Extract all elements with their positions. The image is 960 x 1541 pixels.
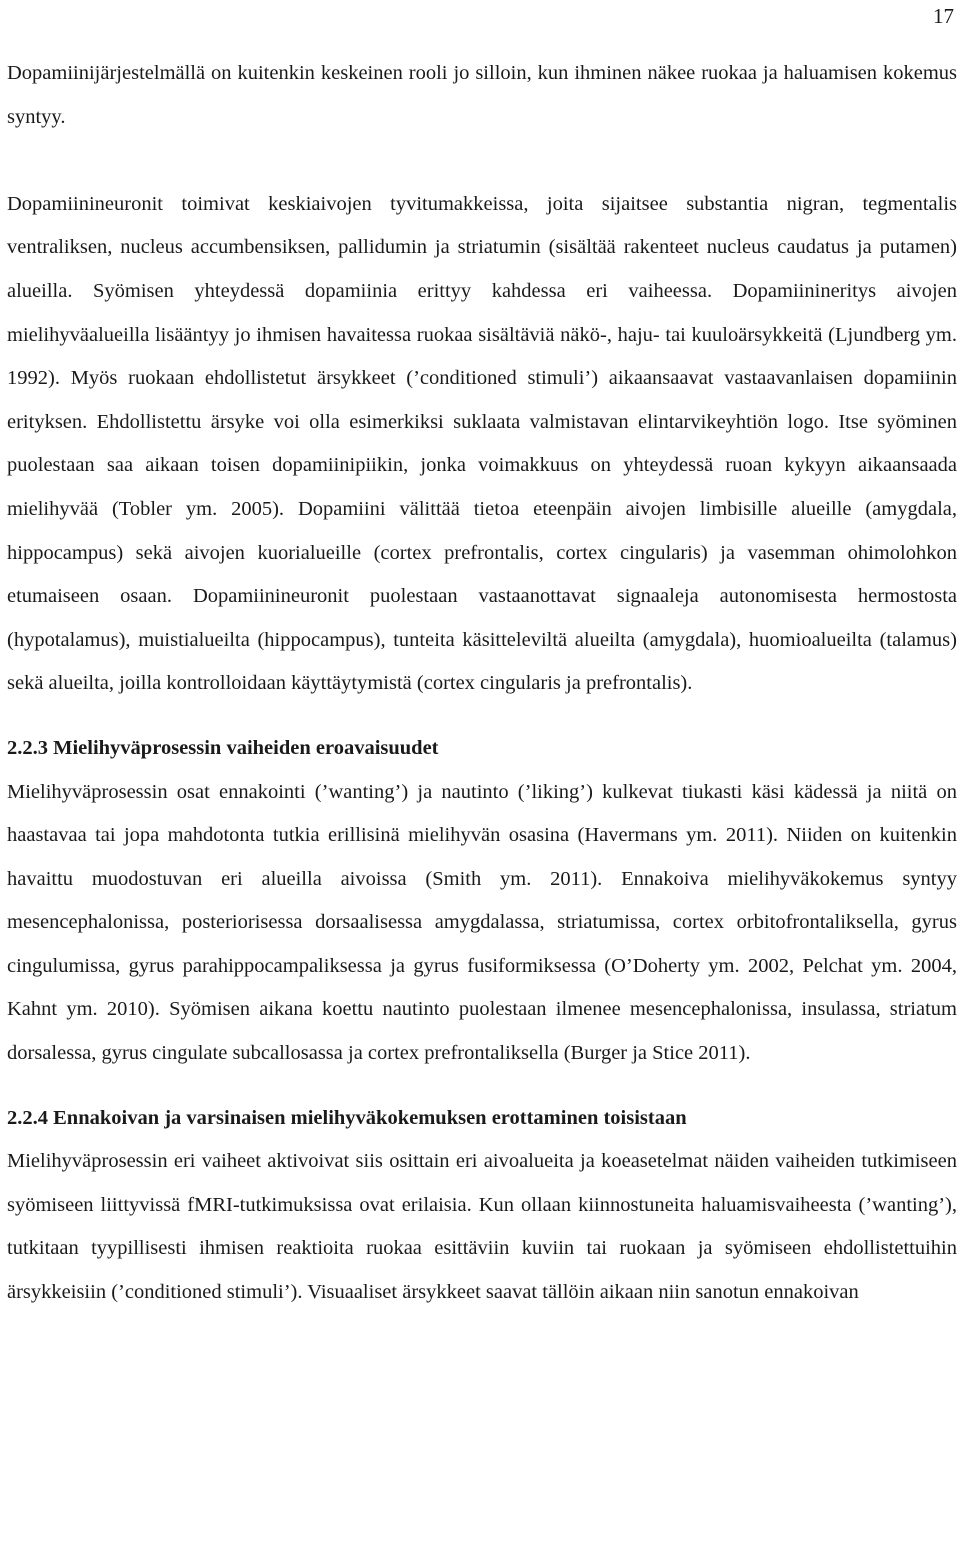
page-number: 17: [933, 4, 954, 28]
section-heading-2-2-3: 2.2.3 Mielihyväprosessin vaiheiden eroavaisuudet: [7, 736, 439, 759]
paragraph-dopamine-neurons: Dopamiinineuronit toimivat keskiaivojen tyvitumakkeissa, joita sijaitsee substantia nigran, tegmentalis ventraliksen, nucleus accumbensiksen, pallidumin ja striatumin (sisältää rakenteet nucleus caudatus ja putamen) alueilla. Syömisen yhteydessä dopamiinia erittyy kahdessa eri vaiheessa. Dopamiinineritys aivojen mielihyväalueilla lisääntyy jo ihmisen havaitessa ruokaa sisältäviä näkö-, haju- tai kuuloärsykkeitä (Ljundberg ym. 1992). Myös ruokaan ehdollistetut ärsykkeet (’conditioned stimuli’) aikaansaavat vastaavanlaisen dopamiinin erityksen. Ehdollistettu ärsyke voi olla esimerkiksi suklaata valmistavan elintarvikeyhtiön logo. Itse syöminen puolestaan saa aikaan toisen dopamiinipiikin, jonka voimakkuus on yhteydessä ruoan kykyyn aikaansaada mielihyvää (Tobler ym. 2005). Dopamiini välittää tietoa eteenpäin aivojen limbisille alueille (amygdala, hippocampus) sekä aivojen kuorialueille (cortex prefrontalis, cortex cingularis) ja vasemman ohimolohkon etumaiseen osaan. Dopamiinineuronit puolestaan vastaanottavat signaaleja autonomisesta hermostosta (hypotalamus), muistialueilta (hippocampus), tunteita käsitteleviltä alueilta (amygdala), huomioalueilta (talamus) sekä alueilta, joilla kontrolloidaan käyttäytymistä (cortex cingularis ja prefrontalis).: [7, 192, 957, 695]
section-gap: [7, 706, 957, 727]
paragraph-pleasure-phases: Mielihyväprosessin osat ennakointi (’wanting’) ja nautinto (’liking’) kulkevat tiukasti käsi kädessä ja niitä on haastavaa tai jopa mahdotonta tutkia erillisinä mielihyvän osasina (Havermans ym. 2011). Niiden on kuitenkin havaittu muodostuvan eri alueilla aivoissa (Smith ym. 2011). Ennakoiva mielihyväkokemus syntyy mesencephalonissa, posteriorisessa dorsaalisessa amygdalassa, striatumissa, cortex orbitofrontaliksella, gyrus cingulumissa, gyrus parahippocampaliksessa ja gyrus fusiformiksessa (O’Doherty ym. 2002, Pelchat ym. 2004, Kahnt ym. 2010). Syömisen aikana koettu nautinto puolestaan ilmenee mesencephalonissa, insulassa, striatum dorsalessa, gyrus cingulate subcallosassa ja cortex prefrontaliksella (Burger ja Stice 2011).: [7, 780, 957, 1065]
paragraph-separating-phases: Mielihyväprosessin eri vaiheet aktivoivat siis osittain eri aivoalueita ja koeasetelmat näiden vaiheiden tutkimiseen syömiseen liittyvissä fMRI-tutkimuksissa ovat erilaisia. Kun ollaan kiinnostuneita haluamisvaiheesta (’wanting’), tutkitaan tyypillisesti ihmisen reaktioita ruokaa esittäviin kuviin tai ruokaan ja syömiseen ehdollistettuihin ärsykkeisiin (’conditioned stimuli’). Visuaaliset ärsykkeet saavat tällöin aikaan niin sanotun ennakoivan: [7, 1150, 957, 1304]
document-body: [7, 52, 957, 1315]
section-heading-2-2-4: 2.2.4 Ennakoivan ja varsinaisen mielihyväkokemuksen erottaminen toisistaan: [7, 1106, 687, 1129]
section-gap: [7, 1076, 957, 1097]
paragraph-gap: [7, 139, 957, 183]
paragraph-intro: Dopamiinijärjestelmällä on kuitenkin keskeinen rooli jo silloin, kun ihminen näkee ruokaa ja haluamisen kokemus syntyy.: [7, 62, 957, 128]
